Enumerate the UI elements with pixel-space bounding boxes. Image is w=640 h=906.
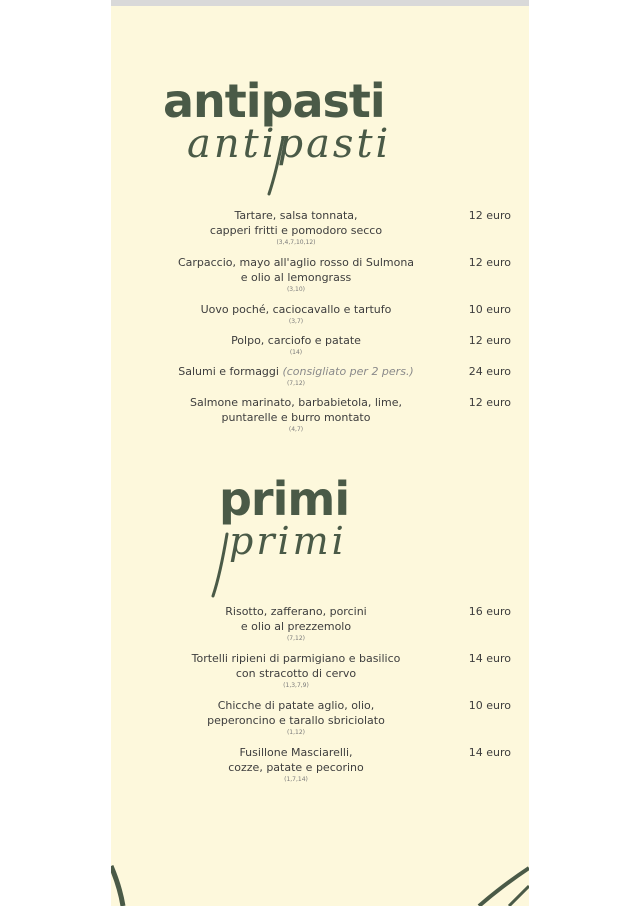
item-price: 10 euro (468, 699, 511, 712)
item-note: (consigliato per 2 pers.) (282, 365, 414, 378)
item-price: 14 euro (468, 746, 511, 759)
item-allergens: (1,3,7,9) (283, 682, 309, 689)
item-allergens: (7,12) (286, 380, 306, 387)
item-allergens: (14) (289, 349, 303, 356)
antipasti-script-title: antipasti (187, 121, 392, 167)
item-name: Tortelli ripieni di parmigiano e basilico con stracotto di cervo (1,3,7,9) (151, 651, 441, 690)
item-price: 16 euro (468, 605, 511, 618)
item-allergens: (3,10) (286, 286, 306, 293)
menu-page (111, 6, 529, 906)
item-price: 10 euro (468, 303, 511, 316)
item-name: Polpo, carciofo e patate (14) (151, 333, 441, 357)
item-allergens: (3,7) (288, 318, 304, 325)
item-name: Chicche di patate aglio, olio, peperoncino e tarallo sbriciolato (1,12) (151, 698, 441, 737)
item-allergens: (7,12) (286, 635, 306, 642)
primi-title: primi (219, 472, 350, 526)
item-price: 14 euro (468, 652, 511, 665)
antipasti-decorative-stroke (111, 66, 529, 226)
item-name: Carpaccio, mayo all'aglio rosso di Sulmona e olio al lemongrass (3,10) (151, 255, 441, 294)
primi-script-title: primi (229, 519, 347, 563)
decorative-corner-strokes (111, 846, 529, 906)
item-name: Uovo poché, caciocavallo e tartufo (3,7) (151, 302, 441, 326)
primi-title-block (111, 466, 529, 626)
item-name: Salumi e formaggi (consigliato per 2 pers.) (7,12) (151, 364, 441, 388)
item-price: 24 euro (468, 365, 511, 378)
item-allergens: (4,7) (288, 426, 304, 433)
antipasti-title-block (111, 66, 529, 226)
item-allergens: (1,12) (286, 729, 306, 736)
item-allergens: (1,7,14) (284, 776, 308, 783)
item-name: Risotto, zafferano, porcini e olio al prezzemolo (7,12) (151, 604, 441, 643)
item-name: Salmone marinato, barbabietola, lime, puntarelle e burro montato (4,7) (151, 395, 441, 434)
primi-decorative-stroke (111, 466, 529, 626)
item-price: 12 euro (468, 209, 511, 222)
item-name: Fusillone Masciarelli, cozze, patate e pecorino (1,7,14) (151, 745, 441, 784)
item-price: 12 euro (468, 396, 511, 409)
item-name: Tartare, salsa tonnata, capperi fritti e pomodoro secco (3,4,7,10,12) (151, 208, 441, 247)
item-price: 12 euro (468, 256, 511, 269)
item-allergens: (3,4,7,10,12) (276, 239, 316, 246)
antipasti-title: antipasti (163, 74, 385, 128)
item-price: 12 euro (468, 334, 511, 347)
